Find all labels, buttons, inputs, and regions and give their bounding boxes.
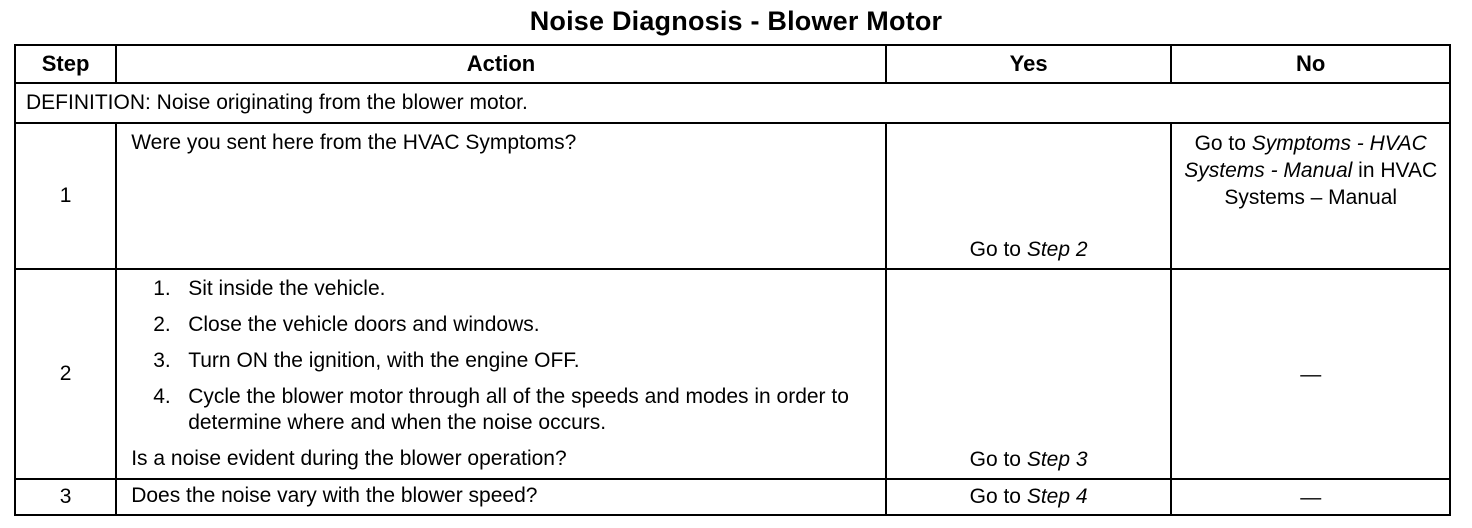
step-number: 1 <box>15 123 116 269</box>
yes-prefix: Go to <box>969 448 1027 471</box>
header-step: Step <box>15 45 116 83</box>
yes-prefix: Go to <box>969 485 1027 508</box>
no-dash: — <box>1300 485 1322 509</box>
action-cell <box>116 269 886 479</box>
header-action: Action <box>116 45 886 83</box>
substep-text: Cycle the blower motor through all of the speeds and modes in order to determine where and when the noise occurs. <box>188 385 849 434</box>
no-prefix: Go to <box>1194 132 1252 155</box>
list-item <box>131 348 871 374</box>
yes-prefix: Go to <box>969 238 1027 261</box>
substep-text: Sit inside the vehicle. <box>188 277 386 300</box>
header-yes: Yes <box>886 45 1172 83</box>
substep-text: Turn ON the ignition, with the engine OFF. <box>188 349 580 372</box>
substep-number: 4. <box>153 385 171 408</box>
substep-number: 3. <box>153 349 171 372</box>
step-number: 3 <box>15 479 116 515</box>
table-row <box>15 479 1450 515</box>
document-title: Noise Diagnosis - Blower Motor <box>529 6 943 36</box>
no-dash: — <box>1300 362 1322 386</box>
step-link[interactable]: Step 2 <box>1026 238 1088 261</box>
list-item <box>131 312 871 338</box>
definition-text: DEFINITION: Noise originating from the blower motor. <box>15 83 1450 123</box>
list-item <box>131 276 871 302</box>
action-text: Does the noise vary with the blower speed? <box>116 479 886 515</box>
no-result <box>1171 123 1450 269</box>
no-result <box>1171 479 1450 515</box>
yes-result <box>886 479 1172 515</box>
substep-text: Close the vehicle doors and windows. <box>188 313 540 336</box>
diagnosis-table <box>14 44 1451 516</box>
action-text: Were you sent here from the HVAC Symptoms? <box>116 123 886 269</box>
step-number: 2 <box>15 269 116 479</box>
no-result <box>1171 269 1450 479</box>
list-item <box>131 384 871 436</box>
yes-result <box>886 123 1172 269</box>
symptoms-link[interactable]: Symptoms - HVAC Systems - Manual <box>1184 132 1427 182</box>
action-question: Is a noise evident during the blower operation? <box>131 447 567 470</box>
table-row <box>15 269 1450 479</box>
step-link[interactable]: Step 4 <box>1026 485 1088 508</box>
no-suffix: in HVAC Systems – Manual <box>1224 159 1438 209</box>
definition-row <box>15 83 1450 123</box>
table-row <box>15 123 1450 269</box>
step-link[interactable]: Step 3 <box>1026 448 1088 471</box>
header-row <box>15 45 1450 83</box>
substep-list <box>131 276 871 436</box>
yes-result <box>886 269 1172 479</box>
header-no: No <box>1171 45 1450 83</box>
substep-number: 1. <box>153 277 171 300</box>
substep-number: 2. <box>153 313 171 336</box>
